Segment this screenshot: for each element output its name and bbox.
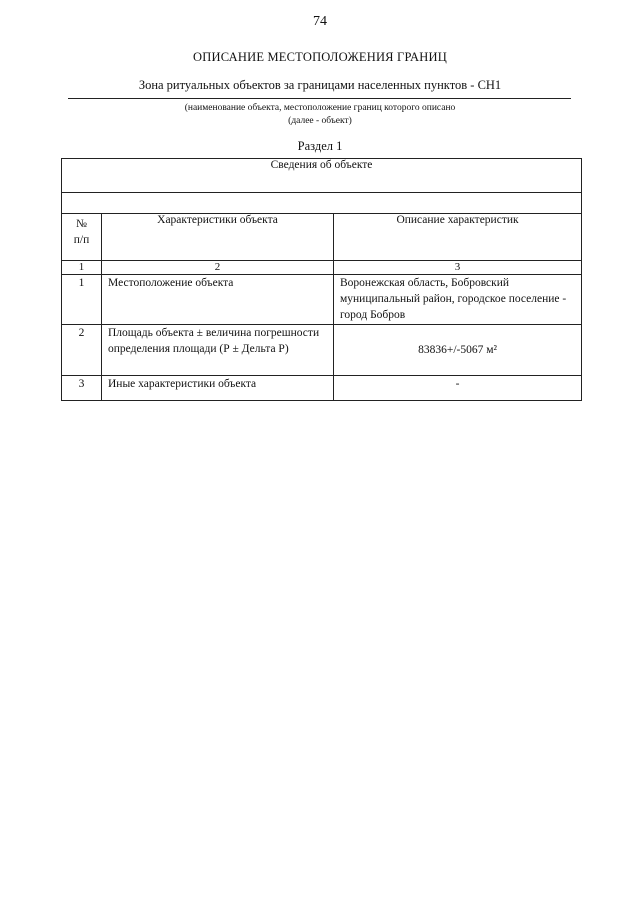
row-description: Воронежская область, Бобровский муниципальный район, городское поселение - город Бобров (334, 275, 582, 325)
column-header-number-line-1: № (76, 218, 87, 230)
row-characteristic: Площадь объекта ± величина погрешности определения площади (Р ± Дельта Р) (102, 325, 334, 376)
row-number: 1 (62, 275, 102, 325)
page-number: 74 (313, 14, 327, 29)
row-description: 83836+/-5067 м² (334, 325, 582, 376)
section-title: Раздел 1 (297, 139, 343, 153)
column-header-number (62, 214, 102, 261)
table-header-row (62, 159, 582, 193)
column-header-characteristics: Характеристики объекта (102, 214, 334, 261)
object-caption-line-1: (наименование объекта, местоположение границ которого описано (184, 103, 456, 113)
object-info-table (61, 158, 582, 401)
row-number: 2 (62, 325, 102, 376)
object-name: Зона ритуальных объектов за границами населенных пунктов - СН1 (138, 78, 502, 92)
table-row (62, 376, 582, 401)
object-name-underline (68, 98, 571, 99)
table-spacer-row (62, 193, 582, 214)
column-index-2: 2 (102, 261, 334, 275)
column-index-row (62, 261, 582, 275)
object-name-caption (0, 102, 640, 128)
object-caption-line-2: (далее - объект) (288, 116, 352, 126)
row-number: 3 (62, 376, 102, 401)
table-row (62, 275, 582, 325)
column-headers-row (62, 214, 582, 261)
row-description: - (334, 376, 582, 401)
row-characteristic: Местоположение объекта (102, 275, 334, 325)
column-header-number-line-2: п/п (73, 234, 90, 246)
document-title: ОПИСАНИЕ МЕСТОПОЛОЖЕНИЯ ГРАНИЦ (193, 50, 447, 64)
column-index-3: 3 (334, 261, 582, 275)
table-header: Сведения об объекте (62, 159, 582, 193)
table-row (62, 325, 582, 376)
column-header-description: Описание характеристик (334, 214, 582, 261)
row-characteristic: Иные характеристики объекта (102, 376, 334, 401)
column-index-1: 1 (62, 261, 102, 275)
table-spacer-cell (62, 193, 582, 214)
